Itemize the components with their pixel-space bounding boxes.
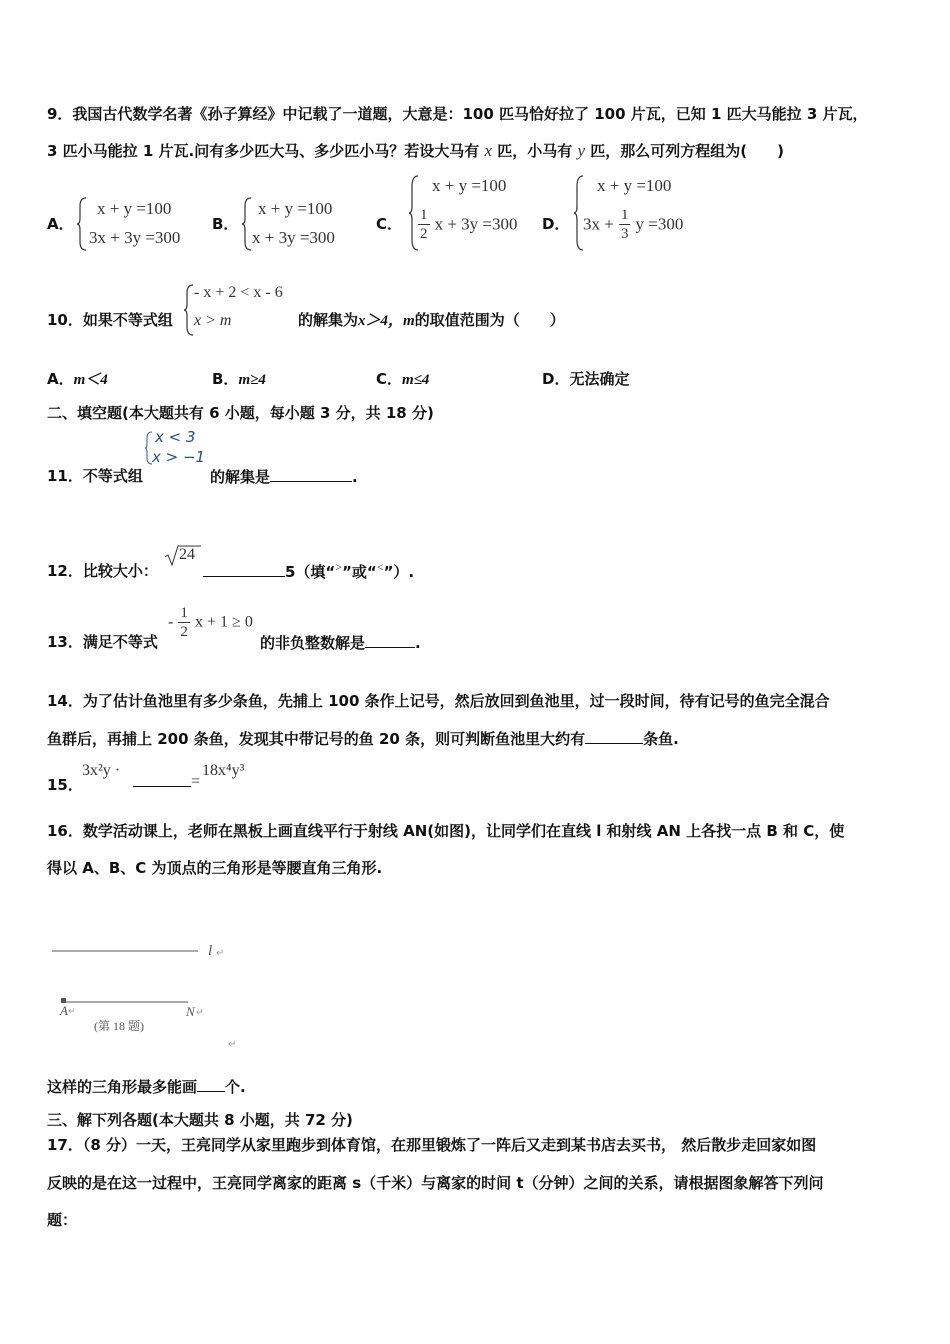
q13-tail — [260, 631, 421, 653]
q16-label-n: N — [186, 1004, 195, 1019]
q12-mid: ”或“ — [342, 563, 377, 581]
q9-line1: 9．我国古代数学名著《孙子算经》中记载了一道题，大意是：100 匹马恰好拉了 100 片瓦，已知 1 匹大马能拉 3 片瓦， — [47, 105, 868, 123]
q14-line2 — [47, 727, 679, 749]
q12-tail-text: 5（填“ — [285, 563, 336, 581]
q16-answer — [47, 1075, 246, 1097]
q15-answer-blank[interactable] — [133, 770, 191, 787]
section-2-heading: 二、填空题(本大题共有 6 小题，每小题 3 分，共 18 分) — [47, 404, 434, 422]
q17-line3: 题： — [47, 1211, 78, 1229]
q15-rhs: 18x⁴y³ — [202, 762, 245, 779]
q9-option-a-eq1: x + y =100 — [97, 199, 172, 218]
q9-line2-b: 匹，小马有 — [497, 142, 573, 160]
q10-eq1: - x + 2 < x - 6 — [194, 284, 283, 301]
q16-label-l: l — [208, 943, 213, 959]
q16-return-mark-2: ↵ — [68, 1007, 76, 1017]
q12-end: ”）. — [383, 563, 415, 581]
q16-line2: 得以 A、B、C 为顶点的三角形是等腰直角三角形. — [47, 859, 383, 877]
q10-option-c: C．m≤4 — [376, 370, 430, 388]
q16-caption: (第 18 题) — [94, 1019, 144, 1033]
q9-option-c-fraction: $\frac{1}{2}$ — [420, 207, 428, 242]
q15-num: 15． — [47, 776, 83, 794]
q9-option-c-eq2-rest: x + 3y =300 — [434, 214, 518, 234]
q14-line2-text: 鱼群后，再捕上 200 条鱼，发现其中带记号的鱼 20 条，则可判断鱼池里大约有 — [47, 730, 586, 748]
q12-stem: 12．比较大小： — [47, 562, 158, 580]
q9-option-a-brace — [76, 196, 88, 252]
q16-figure — [48, 930, 248, 1050]
q10-option-d: D．无法确定 — [542, 370, 630, 388]
q10-stem-c: 的取值范围为（ ） — [414, 311, 565, 329]
q15-equals: = — [191, 773, 201, 790]
q9-option-b-label: B． — [212, 215, 239, 233]
q15-lhs: 3x²y · — [82, 762, 121, 779]
q10-condition: x＞4，m — [358, 313, 415, 329]
q16-return-mark-1: ↵ — [216, 948, 225, 959]
q14-end: 条鱼. — [643, 730, 679, 748]
q13-fraction: $\frac{1}{2}$ — [180, 605, 188, 640]
q17-line2: 反映的是在这一过程中，王亮同学离家的距离 s（千米）与离家的时间 t（分钟）之间的关系，请根据图象解答下列问 — [47, 1174, 824, 1192]
section-3-heading: 三、解下列各题(本大题共 8 小题，共 72 分) — [47, 1111, 353, 1129]
q16-answer-blank[interactable] — [197, 1075, 225, 1092]
q11-eq1: x < 3 — [155, 428, 196, 446]
q9-var-y: y — [577, 141, 586, 160]
q16-return-mark-4: ↵ — [228, 1039, 237, 1050]
q13-expr: x + 1 ≥ 0 — [195, 613, 253, 631]
q13-end: . — [415, 634, 421, 652]
q14-line1: 14．为了估计鱼池里有多少条鱼，先捕上 100 条作上记号，然后放回到鱼池里，过一段时间，待有记号的鱼完全混合 — [47, 692, 830, 710]
q11-stem: 11．不等式组 — [47, 467, 143, 485]
q13-tail-text: 的非负整数解是 — [260, 634, 366, 652]
q9-option-b-eq2: x + 3y =300 — [252, 228, 335, 247]
q9-option-a-label: A． — [47, 215, 74, 233]
q16-answer-text: 这样的三角形最多能画 — [47, 1078, 198, 1096]
q10-option-a: A．m＜4 — [47, 370, 108, 388]
q16-line1: 16．数学活动课上，老师在黑板上画直线平行于射线 AN(如图)，让同学们在直线 l 和射线 AN 上各找一点 B 和 C，使 — [47, 822, 845, 840]
q17-line1: 17．（8 分）一天，王亮同学从家里跑步到体育馆，在那里锻炼了一阵后又走到某书店去买书， 然后散步走回家如图 — [47, 1136, 817, 1154]
q9-option-d-eq2 — [583, 206, 683, 243]
q12-tail — [203, 560, 414, 582]
q13-stem: 13．满足不等式 — [47, 633, 158, 651]
q11-end: . — [352, 468, 358, 486]
q10-option-b: B．m≥4 — [212, 370, 266, 388]
q10-stem-a: 10．如果不等式组 — [47, 311, 173, 329]
q16-answer-end: 个. — [225, 1078, 246, 1096]
q9-option-d-eq2-rest: y =300 — [635, 214, 684, 234]
q9-line2-a: 3 匹小马能拉 1 片瓦.问有多少匹大马、多少匹小马？若设大马有 — [47, 142, 480, 160]
q16-label-a: A — [60, 1003, 68, 1018]
q9-option-a-eq2: 3x + 3y =300 — [89, 228, 181, 247]
q9-option-b-eq1: x + y =100 — [258, 199, 333, 218]
q9-line2-c: 匹，那么可列方程组为( ) — [590, 142, 785, 160]
q10-stem-b: 的解集为 — [298, 311, 359, 329]
q9-option-c-eq2 — [418, 206, 518, 243]
q10-stem-rest — [298, 309, 565, 330]
q9-option-d-eq2-pre: 3x + — [583, 214, 614, 234]
q12-radicand: 24 — [179, 546, 195, 563]
q13-minus: - — [168, 613, 174, 631]
q13-inequality — [168, 604, 253, 641]
q11-eq2: x > −1 — [152, 448, 206, 466]
q9-option-c-eq1: x + y =100 — [432, 176, 507, 195]
q15-blank-wrap — [133, 770, 191, 791]
q16-return-mark-3: ↵ — [196, 1008, 204, 1018]
q12-gt: > — [335, 560, 343, 574]
q11-tail-text: 的解集是 — [210, 468, 271, 486]
q9-line2 — [47, 140, 784, 161]
q9-var-x: x — [484, 141, 493, 160]
q9-option-d-fraction: $\frac{1}{3}$ — [620, 207, 629, 242]
q11-answer-blank[interactable] — [270, 465, 352, 482]
q9-option-d-label: D． — [542, 215, 570, 233]
q10-eq2: x > m — [194, 312, 232, 329]
q14-answer-blank[interactable] — [585, 727, 643, 744]
q13-answer-blank[interactable] — [365, 631, 415, 648]
q12-lt: < — [376, 560, 384, 574]
q9-option-c-label: C． — [376, 215, 403, 233]
q12-answer-blank[interactable] — [203, 560, 285, 577]
q9-option-d-eq1: x + y =100 — [597, 176, 672, 195]
q11-tail — [210, 465, 358, 487]
